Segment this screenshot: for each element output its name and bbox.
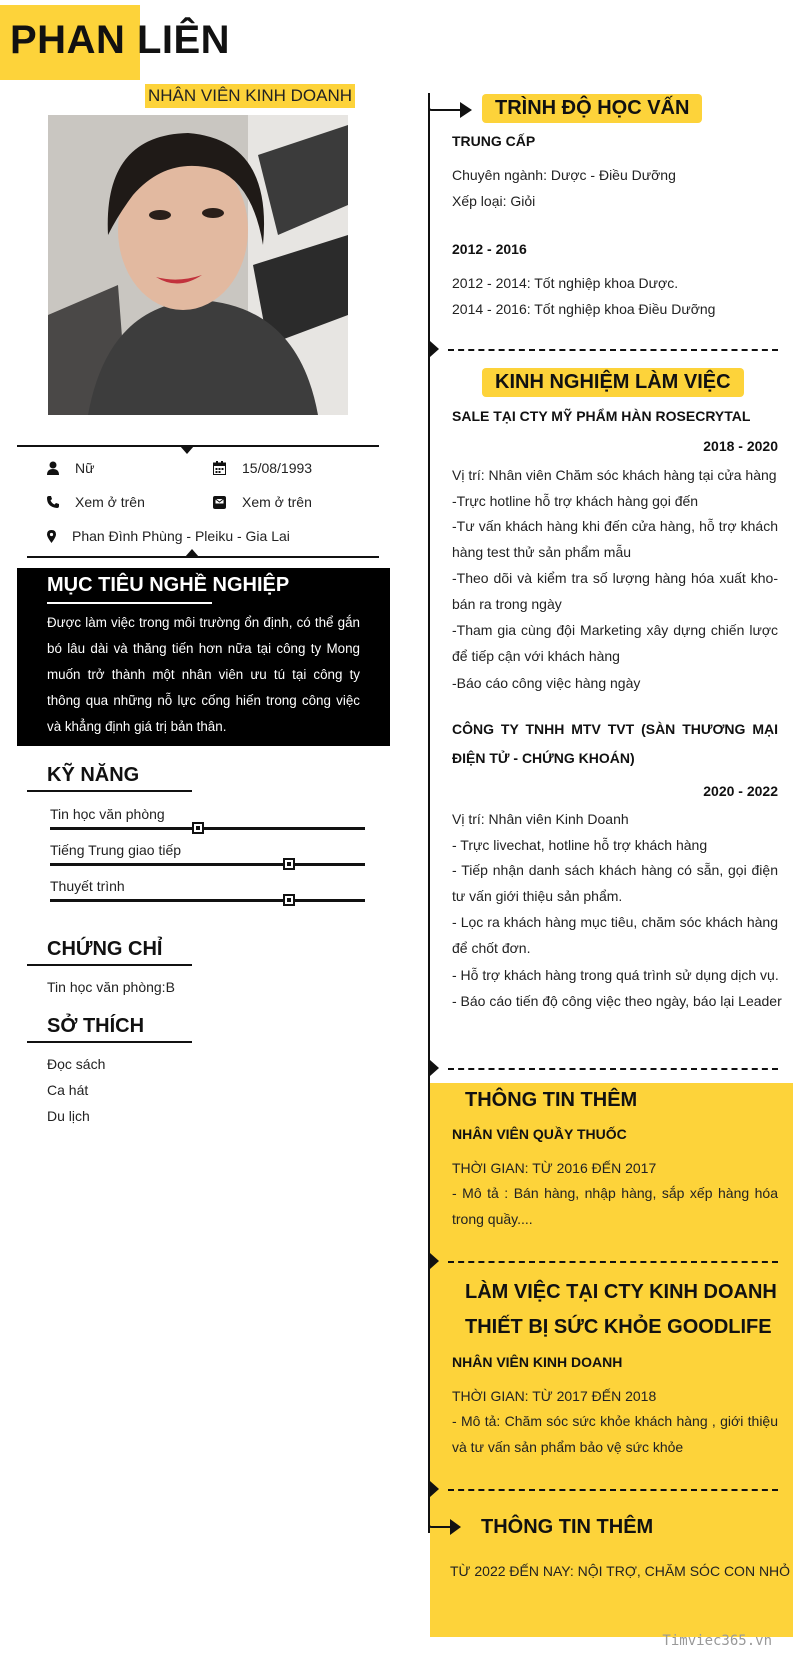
job-title: NHÂN VIÊN KINH DOANH bbox=[145, 84, 355, 108]
job-line: - Lọc ra khách hàng mục tiêu, chăm sóc khách hàng để chốt đơn. bbox=[452, 914, 778, 956]
email-value: Xem ở trên bbox=[242, 494, 312, 510]
objective-text: Được làm việc trong môi trường ổn định, có thể gắn bó lâu dài và thăng tiến hơn nữa tại công ty Mong muốn trở thành một nhân viên ưu tú tại công ty thông qua những nỗ lực cống hiến trong công việc và khẳng định giá trị bản thân. bbox=[47, 615, 360, 734]
skill-label: Tin học văn phòng bbox=[50, 806, 165, 822]
education-period: 2012 - 2016 bbox=[452, 241, 527, 257]
experience-heading: KINH NGHIỆM LÀM VIỆC bbox=[485, 368, 741, 397]
watermark: Timviec365.vn bbox=[662, 1633, 772, 1649]
hobby-item: Đọc sách bbox=[47, 1056, 106, 1072]
job-line: -Trực hotline hỗ trợ khách hàng gọi đến bbox=[452, 493, 699, 509]
extra2-heading-line1: LÀM VIỆC TẠI CTY KINH DOANH bbox=[465, 1281, 777, 1303]
job-line: Vị trí: Nhân viên Chăm sóc khách hàng tại cửa hàng bbox=[452, 467, 777, 483]
job-company: CÔNG TY TNHH MTV TVT (SÀN THƯƠNG MẠI ĐIỆN TỬ - CHỨNG KHOÁN) bbox=[452, 721, 778, 766]
job-line: -Theo dõi và kiểm tra số lượng hàng hóa xuất kho-bán ra trong ngày bbox=[452, 570, 778, 612]
education-detail: 2014 - 2016: Tốt nghiệp khoa Điều Dưỡng bbox=[452, 301, 716, 317]
skill-bar bbox=[50, 863, 365, 866]
contact-gender bbox=[47, 460, 94, 476]
section-divider bbox=[448, 1261, 778, 1263]
profile-photo bbox=[48, 115, 348, 415]
certificate-item: Tin học văn phòng:B bbox=[47, 979, 175, 995]
education-line: Xếp loại: Giỏi bbox=[452, 193, 536, 209]
extra1-time: THỜI GIAN: TỪ 2016 ĐẾN 2017 bbox=[452, 1160, 657, 1176]
hobby-item: Ca hát bbox=[47, 1082, 89, 1098]
skill-bar bbox=[50, 827, 365, 830]
arrow-right-icon bbox=[428, 98, 473, 122]
user-icon bbox=[47, 461, 59, 475]
skill-label: Tiếng Trung giao tiếp bbox=[50, 842, 182, 858]
section-divider bbox=[448, 1068, 778, 1070]
contact-phone bbox=[47, 494, 145, 510]
extra3-text: TỪ 2022 ĐẾN NAY: NỘI TRỢ, CHĂM SÓC CON NHỎ bbox=[450, 1563, 791, 1579]
certificates-heading: CHỨNG CHỈ bbox=[47, 938, 163, 960]
job-line: -Tham gia cùng đội Marketing xây dựng chiến lược để tiếp cận với khách hàng bbox=[452, 622, 778, 664]
education-level: TRUNG CẤP bbox=[452, 133, 536, 149]
job-line: -Báo cáo công việc hàng ngày bbox=[452, 675, 641, 691]
job-company: SALE TẠI CTY MỸ PHẨM HÀN ROSECRYTAL bbox=[452, 408, 751, 424]
address-value: Phan Đình Phùng - Pleiku - Gia Lai bbox=[72, 528, 290, 544]
section-divider bbox=[448, 349, 778, 351]
education-line: Chuyên ngành: Dược - Điều Dưỡng bbox=[452, 167, 676, 183]
education-heading: TRÌNH ĐỘ HỌC VẤN bbox=[485, 94, 699, 123]
extra2-desc: - Mô tả: Chăm sóc sức khỏe khách hàng , giới thiệu và tư vấn sản phẩm bảo vệ sức khỏe bbox=[452, 1413, 778, 1455]
contact-top-marker bbox=[180, 446, 194, 454]
contact-address bbox=[47, 528, 290, 544]
arrow-right-icon bbox=[428, 1515, 462, 1539]
extra1-heading: THÔNG TIN THÊM bbox=[465, 1089, 638, 1111]
skill-label: Thuyết trình bbox=[50, 878, 125, 894]
location-pin-icon bbox=[47, 530, 56, 543]
timeline-marker bbox=[430, 1253, 439, 1269]
hobbies-underline bbox=[27, 1041, 192, 1043]
extra3-heading: THÔNG TIN THÊM bbox=[481, 1516, 654, 1538]
gender-value: Nữ bbox=[75, 460, 95, 476]
objective-heading: MỤC TIÊU NGHỀ NGHIỆP bbox=[47, 574, 290, 596]
skill-level-knob[interactable] bbox=[192, 822, 204, 834]
candidate-name: PHAN LIÊN bbox=[10, 18, 231, 62]
job-line: Vị trí: Nhân viên Kinh Doanh bbox=[452, 811, 629, 827]
extra2-role: NHÂN VIÊN KINH DOANH bbox=[452, 1354, 623, 1370]
extra1-role: NHÂN VIÊN QUẦY THUỐC bbox=[452, 1126, 627, 1142]
job-period: 2020 - 2022 bbox=[703, 783, 778, 799]
section-divider bbox=[448, 1489, 778, 1491]
job-line: - Trực livechat, hotline hỗ trợ khách hàng bbox=[452, 837, 708, 853]
skills-heading: KỸ NĂNG bbox=[47, 764, 140, 786]
birthday-value: 15/08/1993 bbox=[242, 460, 313, 476]
contact-bottom-rule bbox=[27, 556, 379, 558]
job-line: - Báo cáo tiến độ công việc theo ngày, báo lại Leader bbox=[452, 993, 782, 1009]
timeline-marker bbox=[430, 1060, 439, 1076]
hobby-item: Du lịch bbox=[47, 1108, 90, 1124]
phone-value: Xem ở trên bbox=[75, 494, 145, 510]
skill-level-knob[interactable] bbox=[283, 858, 295, 870]
education-detail: 2012 - 2014: Tốt nghiệp khoa Dược. bbox=[452, 275, 679, 291]
certificates-underline bbox=[27, 964, 192, 966]
job-line: -Tư vấn khách hàng khi đến cửa hàng, hỗ trợ khách hàng test thử sản phẩm mẫu bbox=[452, 518, 778, 560]
skill-level-knob[interactable] bbox=[283, 894, 295, 906]
timeline-marker bbox=[430, 1481, 439, 1497]
skills-underline bbox=[27, 790, 192, 792]
extra1-desc: - Mô tả : Bán hàng, nhập hàng, sắp xếp hàng hóa trong quầy.... bbox=[452, 1185, 778, 1227]
contact-email bbox=[213, 494, 312, 510]
objective-underline bbox=[47, 602, 212, 604]
extra2-time: THỜI GIAN: TỪ 2017 ĐẾN 2018 bbox=[452, 1388, 657, 1404]
job-line: - Tiếp nhận danh sách khách hàng có sẵn, gọi điện tư vấn giới thiệu sản phẩm. bbox=[452, 862, 778, 904]
extra2-heading-line2: THIẾT BỊ SỨC KHỎE GOODLIFE bbox=[465, 1316, 772, 1338]
skill-bar bbox=[50, 899, 365, 902]
job-period: 2018 - 2020 bbox=[703, 438, 778, 454]
contact-top-rule bbox=[17, 445, 379, 447]
phone-icon bbox=[47, 496, 59, 508]
job-line: - Hỗ trợ khách hàng trong quá trình sử dụng dịch vụ. bbox=[452, 967, 779, 983]
timeline-marker bbox=[430, 341, 439, 357]
timeline-line bbox=[428, 93, 430, 1533]
contact-birthday bbox=[213, 460, 312, 476]
calendar-icon bbox=[213, 461, 226, 475]
hobbies-heading: SỞ THÍCH bbox=[47, 1015, 145, 1037]
email-icon bbox=[213, 496, 226, 509]
objective-section bbox=[17, 568, 390, 746]
